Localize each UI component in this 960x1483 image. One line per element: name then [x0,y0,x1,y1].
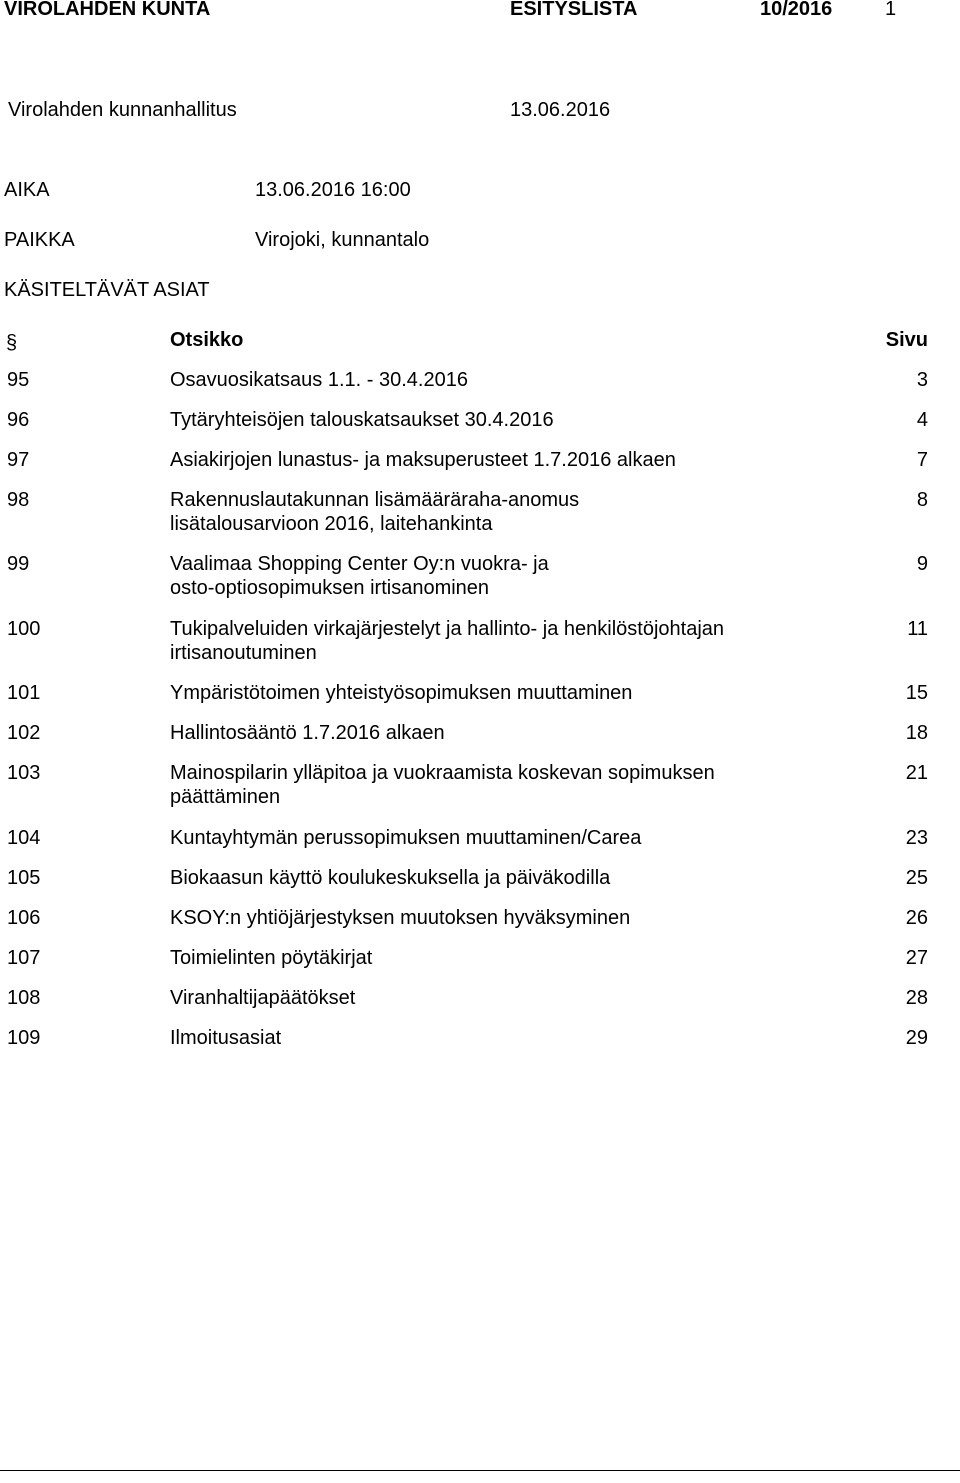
item-number: 107 [7,947,41,969]
item-number: 100 [7,618,41,640]
board-name: Virolahden kunnanhallitus [8,99,237,121]
item-number: 108 [7,987,41,1009]
municipality-name: VIROLAHDEN KUNTA [4,0,211,20]
time-label: AIKA [4,179,50,201]
item-title-line-1: Tukipalveluiden virkajärjestelyt ja hallinto- ja henkilöstöjohtajan [170,618,725,640]
item-title: Asiakirjojen lunastus- ja maksuperusteet 1.7.2016 alkaen [170,449,676,471]
item-title-line-2: lisätalousarvioon 2016, laitehankinta [170,513,493,535]
item-page: 28 [905,987,928,1009]
item-title: Hallintosääntö 1.7.2016 alkaen [170,722,445,744]
item-title [170,761,790,809]
place-value: Virojoki, kunnantalo [255,229,430,251]
item-title: Osavuosikatsaus 1.1. - 30.4.2016 [170,369,468,391]
item-page: 26 [905,907,928,929]
place-label: PAIKKA [4,229,75,251]
item-title: Biokaasun käyttö koulukeskuksella ja päiväkodilla [170,867,611,889]
item-page: 4 [916,409,928,431]
item-number: 99 [7,553,30,575]
item-title-line-2: päättäminen [170,786,281,808]
item-page: 9 [916,553,928,575]
item-title-line-1: Mainospilarin ylläpitoa ja vuokraamista koskevan sopimuksen [170,762,715,784]
item-number: 97 [7,449,30,471]
item-number: 98 [7,489,30,511]
column-header-page: Sivu [885,329,928,351]
item-page: 3 [916,369,928,391]
document-type: ESITYSLISTA [510,0,638,20]
item-title [170,488,790,536]
item-page: 8 [916,489,928,511]
item-page: 23 [905,827,928,849]
item-page: 21 [905,762,928,784]
item-title [170,617,790,665]
item-number: 102 [7,722,41,744]
item-number: 101 [7,682,41,704]
document-number: 10/2016 [760,0,833,20]
item-title: Toimielinten pöytäkirjat [170,947,373,969]
section-sign-icon [6,330,18,354]
item-title: Kuntayhtymän perussopimuksen muuttaminen/Carea [170,827,642,849]
item-page: 25 [905,867,928,889]
item-title-line-2: irtisanoutuminen [170,642,317,664]
item-page: 27 [905,947,928,969]
item-title-line-1: Rakennuslautakunnan lisämääräraha-anomus [170,489,580,511]
item-number: 104 [7,827,41,849]
item-title: KSOY:n yhtiöjärjestyksen muutoksen hyväksyminen [170,907,631,929]
item-number: 95 [7,369,30,391]
item-number: 105 [7,867,41,889]
item-number: 106 [7,907,41,929]
column-header-title: Otsikko [170,329,244,351]
board-date: 13.06.2016 [510,99,611,121]
item-title-line-2: osto-optiosopimuksen irtisanominen [170,577,490,599]
item-title: Tytäryhteisöjen talouskatsaukset 30.4.2016 [170,409,554,431]
item-page: 15 [905,682,928,704]
page-number: 1 [885,0,897,20]
item-page: 29 [905,1027,928,1049]
item-title: Ympäristötoimen yhteistyösopimuksen muuttaminen [170,682,633,704]
item-title: Ilmoitusasiat [170,1027,282,1049]
item-title-line-1: Vaalimaa Shopping Center Oy:n vuokra- ja [170,553,549,575]
item-title: Viranhaltijapäätökset [170,987,356,1009]
item-number: 103 [7,762,41,784]
item-page: 18 [905,722,928,744]
time-value: 13.06.2016 16:00 [255,179,411,201]
svg-text:§: § [6,332,18,354]
agenda-section-title: KÄSITELTÄVÄT ASIAT [4,279,210,301]
item-number: 109 [7,1027,41,1049]
item-page: 7 [916,449,928,471]
item-page: 11 [907,618,928,640]
page-bottom-rule [0,1470,960,1471]
item-number: 96 [7,409,30,431]
item-title [170,552,790,600]
